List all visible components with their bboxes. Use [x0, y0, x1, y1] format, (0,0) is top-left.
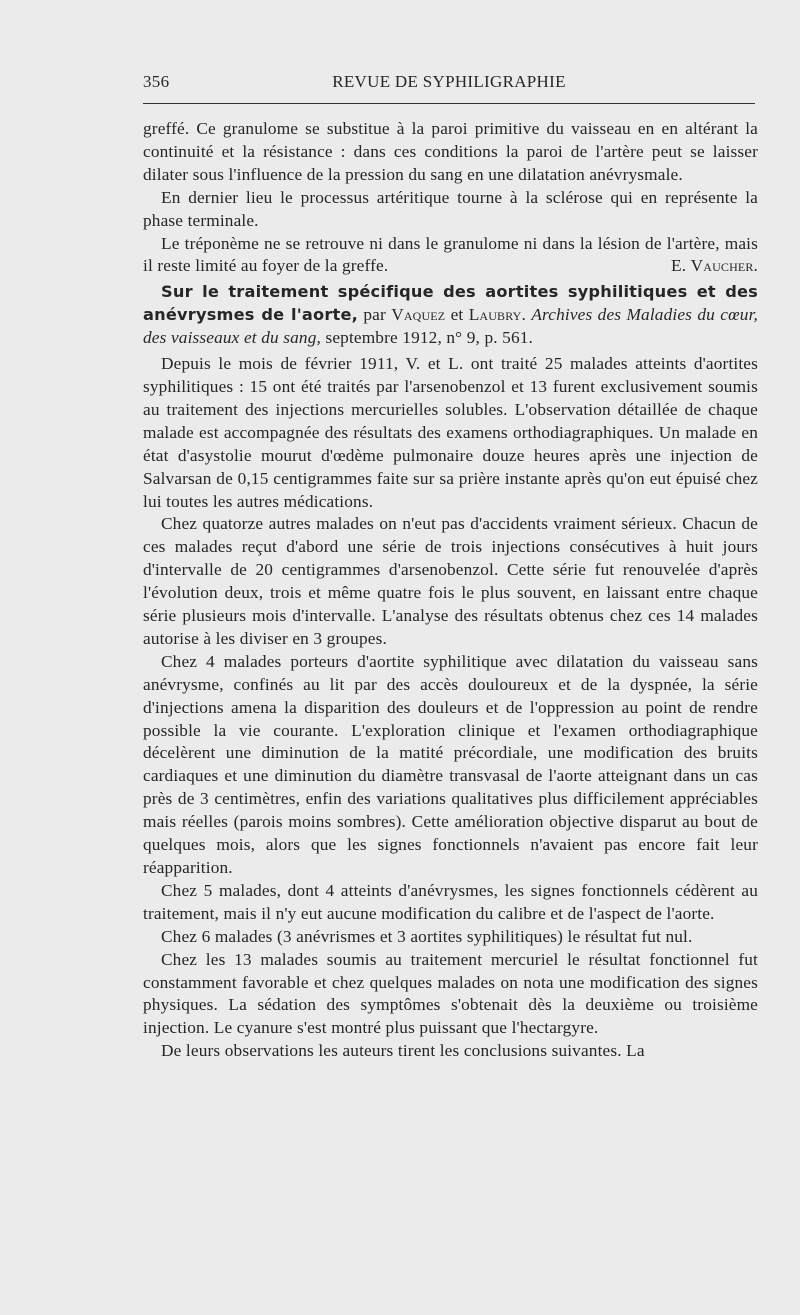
paragraph-6: Chez les 13 malades soumis au traitement mercuriel le résultat fonctionnel fut constamment favorable et chez quelques malades on nota une modification des signes physiques. La sédation des symptômes s'obtenait dès la deuxième ou troisième injection. Le cyanure s'est montré plus puissant que l'hectargyre.	[143, 949, 758, 1038]
page-header	[143, 72, 755, 96]
page-number: 356	[143, 72, 170, 91]
article-date: septembre 1912, n° 9, p. 561.	[320, 328, 534, 348]
paragraph-sclerosis: En dernier lieu le processus artéritique tourne à la sclérose qui en représente la phase terminale.	[143, 187, 758, 230]
article-by: par	[358, 305, 392, 325]
paragraph-7: De leurs observations les auteurs tirent les conclusions suivantes. La	[161, 1041, 645, 1061]
paragraph-treponeme	[143, 233, 758, 279]
paragraph-continuation: greffé. Ce granulome se substitue à la paroi primitive du vaisseau en en altérant la continuité et la résistance : dans ces conditions la paroi de l'artère peut se laisser dilater sous l'influence de la pression du sang en une dilatation anévrysmale.	[143, 119, 758, 184]
header-rule	[143, 103, 755, 104]
paragraph-4: Chez 5 malades, dont 4 atteints d'anévrysmes, les signes fonctionnels cédèrent au traitement, mais il n'y eut aucune modification du calibre et de l'aspect de l'aorte.	[143, 880, 758, 923]
article-dot: .	[521, 305, 532, 325]
article-heading	[143, 281, 758, 350]
article-author-2: Laubry	[468, 305, 522, 325]
paragraph-5: Chez 6 malades (3 anévrismes et 3 aortites syphilitiques) le résultat fut nul.	[161, 926, 693, 946]
signature	[653, 255, 758, 278]
paragraph-2: Chez quatorze autres malades on n'eut pas d'accidents vraiment sérieux. Chacun de ces malades reçut d'abord une série de trois injections consécutives à huit jours d'intervalle de 20 centigrammes d'arsenobenzol. Cette série fut renouvelée d'après l'évolution deux, trois et même quatre fois le plus souvent, en laissant entre chaque série plusieurs mois d'intervalle. L'analyse des résultats obtenus chez ces 14 malades autorise à les diviser en 3 groupes.	[143, 514, 758, 648]
article-title: Sur le traitement spécifique des aortites syphilitiques et des anévrysmes de l'aorte,	[143, 282, 758, 325]
paragraph-3: Chez 4 malades porteurs d'aortite syphilitique avec dilatation du vaisseau sans anévrysme, confinés au lit par des accès douloureux et de la dyspnée, la série d'injections amena la disparition des douleurs et de l'oppression au point de rendre possible la vie courante. L'exploration clinique et l'examen orthodiagraphique décelèrent une diminution de la matité précordiale, une modification des bruits cardiaques et une diminution du diamètre transvasal de l'aorte atteignant dans un cas près de 3 centimètres, enfin des variations qualitatives plus difficilement appréciables mais réelles (parois moins sombres). Cette amélioration objective disparut au bout de quelques mois, alors que les signes fonctionnels n'avaient pas encore fait leur réapparition.	[143, 651, 758, 877]
article-author-1: Vaquez	[391, 305, 446, 325]
article-journal: Archives des Maladies du cœur, des vaisseaux et du sang,	[143, 305, 758, 348]
signature-name: Vaucher.	[690, 256, 758, 276]
article-and: et	[445, 305, 469, 325]
paragraph-treponeme-text: Le tréponème ne se retrouve ni dans le granulome ni dans la lésion de l'artère, mais il reste limité au foyer de la greffe.	[143, 233, 758, 276]
running-title: REVUE DE SYPHILIGRAPHIE	[332, 72, 566, 91]
paragraph-1: Depuis le mois de février 1911, V. et L. ont traité 25 malades atteints d'aortites syphilitiques : 15 ont été traités par l'arsenobenzol et 13 furent exclusivement soumis au traitement des injections mercurielles solubles. L'observation détaillée de chaque malade est accompagnée des résultats des examens orthodiagraphiques. Un malade en état d'asystolie mourut d'œdème pulmonaire douze heures après une injection de Salvarsan de 0,15 centigrammes faite sur sa prière instante après qu'on eut épuisé chez lui toutes les autres médications.	[143, 354, 758, 511]
signature-initial: E.	[671, 256, 691, 276]
page-body	[143, 118, 758, 1063]
